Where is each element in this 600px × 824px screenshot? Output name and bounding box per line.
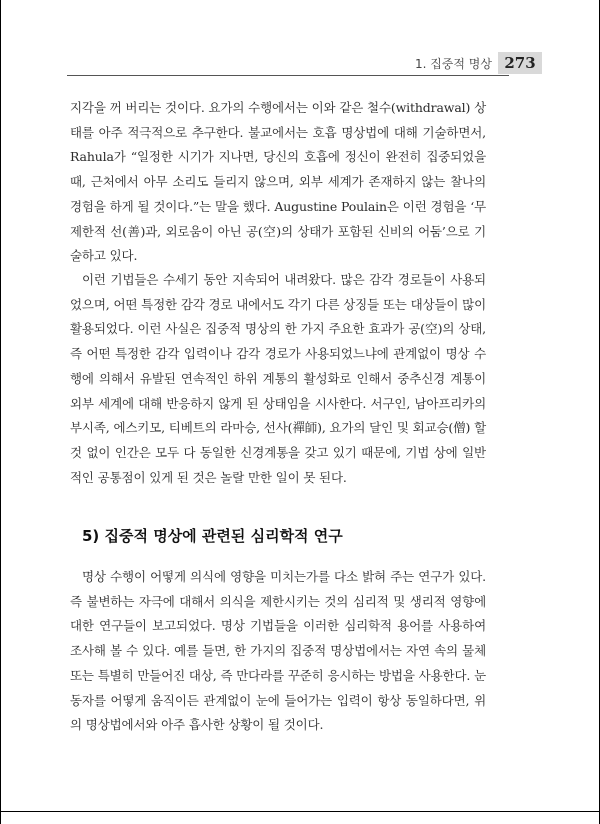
page-header <box>67 52 542 76</box>
page-number: 273 <box>498 52 542 74</box>
footer-rule <box>0 811 600 812</box>
paragraph-3: 명상 수행이 어떻게 의식에 영향을 미치는가를 다소 밝혀 주는 연구가 있다. 즉 불변하는 자극에 대해서 의식을 제한시키는 것의 심리적 및 생리적 영향에 대한 연구들이 보고되었다. 명상 기법들을 이러한 심리학적 용어를 사용하여 조사해 볼 수 있다. 예를 들면, 한 가지의 집중적 명상법에서는 자연 속의 물체 또는 특별히 만들어진 대상, 즉 만다라를 꾸준히 응시하는 방법을 사용한다. 눈동자를 어떻게 움직이든 관계없이 눈에 들어가는 입력이 항상 동일하다면, 위의 명상법에서와 아주 흡사한 상황이 될 것이다. <box>70 569 486 733</box>
running-title: 1. 집중적 명상 <box>414 57 492 71</box>
paragraph-2: 이런 기법들은 수세기 동안 지속되어 내려왔다. 많은 감각 경로들이 사용되었으며, 어떤 특정한 감각 경로 내에서도 각기 다른 상징들 또는 대상들이 많이 활용되었다. 이런 사실은 집중적 명상의 한 가지 주요한 효과가 공(空)의 상태, 즉 어떤 특정한 감각 입력이나 감각 경로가 사용되었느냐에 관계없이 명상 수행에 의해서 유발된 연속적인 하위 계통의 활성화로 인해서 중추신경 계통이 외부 세계에 대해 반응하지 않게 된 상태임을 시사한다. 서구인, 남아프리카의 부시족, 에스키모, 티베트의 라마승, 선사(禪師), 요가의 달인 및 회교승(僧) 할 것 없이 인간은 모두 다 동일한 신경계통을 갖고 있기 때문에, 기법 상에 일반적인 공통점이 있게 된 것은 놀랄 만한 일이 못 된다. <box>70 272 486 485</box>
paragraph-1: 지각을 꺼 버리는 것이다. 요가의 수행에서는 이와 같은 철수(withdrawal) 상태를 아주 적극적으로 추구한다. 불교에서는 호흡 명상법에 대해 기술하면서, Rahula가 “일정한 시기가 지나면, 당신의 호흡에 정신이 완전히 집중되었을 때, 근처에서 아무 소리도 들리지 않으며, 외부 세계가 존재하지 않는 찰나의 경험을 하게 될 것이다.”는 말을 했다. Augustine Poulain은 이런 경험을 ‘무제한적 선(善)과, 외로움이 아닌 공(空)의 상태가 포함된 신비의 어둠’으로 기술하고 있다. <box>70 100 487 264</box>
crop-mark-left <box>0 0 1 824</box>
header-rule <box>67 75 509 76</box>
section-heading: 5) 집중적 명상에 관련된 심리학적 연구 <box>82 527 343 545</box>
